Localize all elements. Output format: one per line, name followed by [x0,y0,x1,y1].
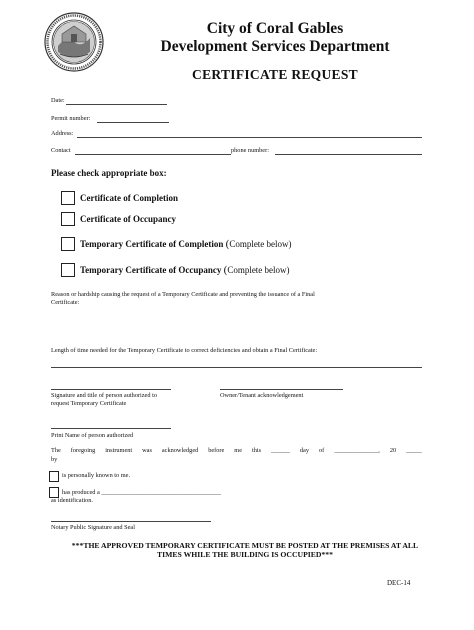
acknowledgement-word: _____ [406,447,422,454]
option-label: Certificate of Completion [80,193,178,203]
department-name: Development Services Department [160,38,390,55]
authorized-signature-line[interactable] [51,389,171,390]
acknowledgement-word: ______ [271,447,290,454]
acknowledgement-word: was [142,447,152,454]
option-label: Temporary Certificate of Occupancy [80,265,222,275]
date-label: Date: [51,97,65,104]
permit-number-field[interactable] [97,122,169,123]
notary-seal-label: Notary Public Signature and Seal [51,524,135,531]
acknowledgement-word: The [51,447,61,454]
warning-line1: ***THE APPROVED TEMPORARY CERTIFICATE MUST BE POSTED AT THE PREMISES AT ALL [71,541,419,550]
temp-occupancy-checkbox[interactable] [61,263,75,277]
acknowledgement-word: acknowledged [161,447,199,454]
length-field[interactable] [51,367,422,368]
notary-signature-line[interactable] [51,521,211,522]
produced-id-label: has produced a ______________________________________ [62,489,221,496]
acknowledgement-word: me [234,447,242,454]
contact-field[interactable] [75,154,231,155]
owner-signature-line[interactable] [220,389,343,390]
option-label: Certificate of Occupancy [80,214,176,224]
city-name: City of Coral Gables [206,20,344,37]
acknowledgement-word: foregoing [70,447,96,454]
option-temp-completion [80,238,292,250]
date-field[interactable] [66,104,167,105]
reason-label-line2: Certificate: [51,299,80,306]
address-field[interactable] [77,137,422,138]
permit-label: Permit number: [51,115,91,122]
as-identification-label: as identification. [51,497,93,504]
acknowledgement-word: ______________, [334,447,380,454]
phone-field[interactable] [275,154,422,155]
completion-checkbox[interactable] [61,191,75,205]
occupancy-checkbox[interactable] [61,212,75,226]
option-note: Complete below) [229,239,292,249]
personally-known-checkbox[interactable] [49,471,59,482]
acknowledgement-word: 20 [389,447,397,454]
option-occupancy [80,214,176,224]
phone-label: phone number: [231,147,269,154]
temp-completion-checkbox[interactable] [61,237,75,251]
option-label: Temporary Certificate of Completion [80,239,224,249]
form-code: DEC-14 [387,579,411,587]
length-label: Length of time needed for the Temporary Certificate to correct deficiencies and obtain a Final Certificate: [51,347,318,354]
option-note: Complete below) [227,265,290,275]
acknowledgement-word: of [318,447,325,454]
acknowledgement-word: this [251,447,262,454]
form-title: CERTIFICATE REQUEST [192,67,358,82]
signature-label-line1: Signature and title of person authorized to [51,392,157,399]
check-prompt: Please check appropriate box: [51,168,167,178]
acknowledgement-word: instrument [105,447,133,454]
contact-label: Contact [51,147,71,154]
acknowledgement-word: before [208,447,225,454]
signature-label-line2: request Temporary Certificate [51,400,127,407]
print-name-label: Print Name of person authorized [51,432,134,439]
reason-label-line1: Reason or hardship causing the request of a Temporary Certificate and preventing the issuance of a Final [51,291,315,298]
warning-line2: TIMES WHILE THE BUILDING IS OCCUPIED*** [157,550,333,559]
print-name-line[interactable] [51,428,171,429]
by-label: by [51,456,58,463]
paren: ( [225,238,230,250]
option-temp-occupancy [80,264,290,276]
address-label: Address: [51,130,74,137]
acknowledgement-word: day [299,447,309,454]
paren: ( [223,264,228,276]
option-completion [80,193,178,203]
personally-known-label: is personally known to me. [62,472,131,479]
acknowledgement-row [51,447,422,455]
city-seal-logo [44,12,104,72]
owner-ack-label: Owner/Tenant acknowledgement [220,392,304,399]
